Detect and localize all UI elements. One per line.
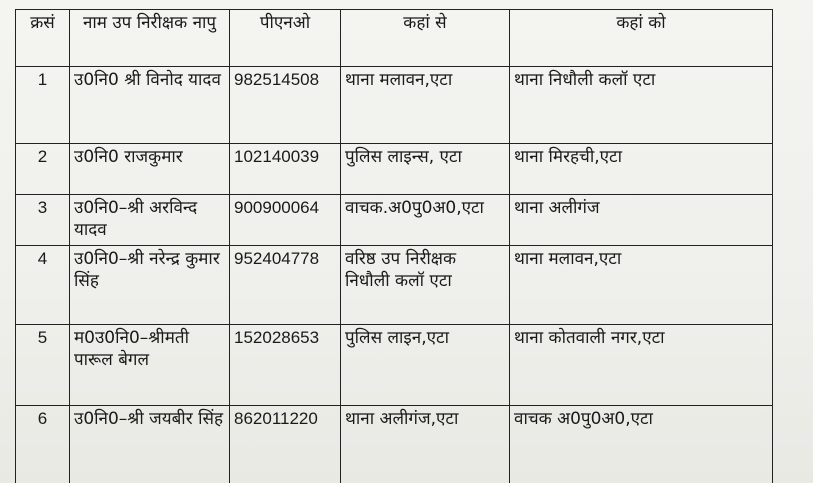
cell-name: उ0नि0–श्री जयबीर सिंह	[70, 406, 230, 483]
cell-to: थाना कोतवाली नगर,एटा	[510, 325, 773, 406]
cell-pno: 982514508	[230, 67, 341, 144]
header-from: कहां से	[341, 10, 510, 67]
cell-to: थाना अलीगंज	[510, 195, 773, 246]
table-row	[16, 325, 773, 406]
table-row	[16, 195, 773, 246]
cell-name: उ0नि0 श्री विनोद यादव	[70, 67, 230, 144]
cell-name: म0उ0नि0–श्रीमती पारूल बेगल	[70, 325, 230, 406]
table-header-row	[16, 10, 773, 67]
table-row	[16, 67, 773, 144]
cell-serial: 5	[16, 325, 70, 406]
cell-pno: 152028653	[230, 325, 341, 406]
cell-to: थाना मलावन,एटा	[510, 246, 773, 325]
table-row	[16, 144, 773, 195]
cell-serial: 4	[16, 246, 70, 325]
table-row	[16, 406, 773, 483]
cell-to: वाचक अ0पु0अ0,एटा	[510, 406, 773, 483]
cell-pno: 862011220	[230, 406, 341, 483]
cell-serial: 6	[16, 406, 70, 483]
cell-from: पुलिस लाइन्स, एटा	[341, 144, 510, 195]
header-to: कहां को	[510, 10, 773, 67]
table-row	[16, 246, 773, 325]
cell-name: उ0नि0–श्री अरविन्द यादव	[70, 195, 230, 246]
cell-pno: 102140039	[230, 144, 341, 195]
cell-pno: 900900064	[230, 195, 341, 246]
cell-to: थाना निधौली कलॉ एटा	[510, 67, 773, 144]
cell-from: थाना मलावन,एटा	[341, 67, 510, 144]
cell-name: उ0नि0–श्री नरेन्द्र कुमार सिंह	[70, 246, 230, 325]
cell-serial: 3	[16, 195, 70, 246]
cell-from: वरिष्ठ उप निरीक्षक निधौली कलॉ एटा	[341, 246, 510, 325]
cell-serial: 2	[16, 144, 70, 195]
cell-from: थाना अलीगंज,एटा	[341, 406, 510, 483]
transfer-table	[15, 9, 773, 483]
cell-serial: 1	[16, 67, 70, 144]
cell-to: थाना मिरहची,एटा	[510, 144, 773, 195]
header-name: नाम उप निरीक्षक नापु	[70, 10, 230, 67]
cell-name: उ0नि0 राजकुमार	[70, 144, 230, 195]
cell-from: वाचक.अ0पु0अ0,एटा	[341, 195, 510, 246]
header-pno: पीएनओ	[230, 10, 341, 67]
cell-from: पुलिस लाइन,एटा	[341, 325, 510, 406]
header-serial: क्रसं	[16, 10, 70, 67]
cell-pno: 952404778	[230, 246, 341, 325]
